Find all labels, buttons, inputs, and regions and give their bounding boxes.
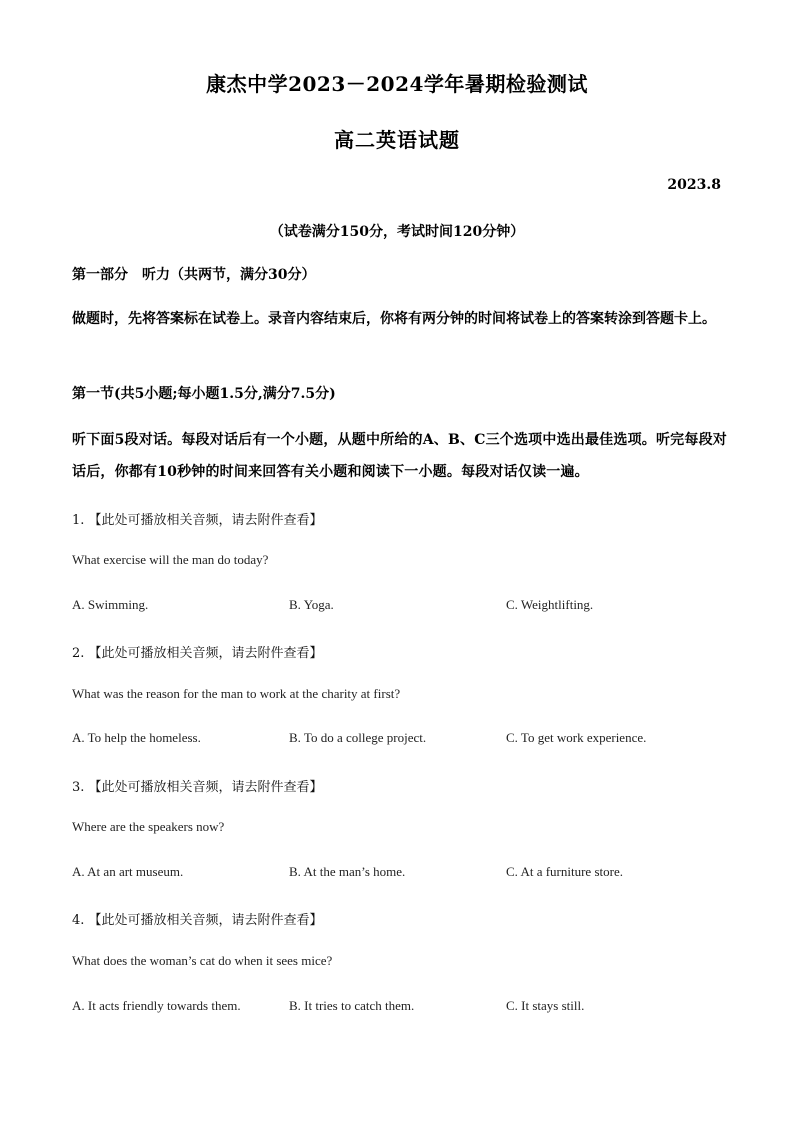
part1-instruction: 做题时，先将答案标在试卷上。录音内容结束后，你将有两分钟的时间将试卷上的答案转涂到答题卡上。 <box>72 311 716 327</box>
audio-placeholder[interactable]: 4. 【此处可播放相关音频，请去附件查看】 <box>72 913 323 928</box>
option-c: C. It stays still. <box>506 998 585 1013</box>
option-c: C. To get work experience. <box>506 730 647 745</box>
question-text: What exercise will the man do today? <box>72 552 269 567</box>
exam-subtitle: 高二英语试题 <box>334 128 460 152</box>
audio-placeholder[interactable]: 3. 【此处可播放相关音频，请去附件查看】 <box>72 780 323 795</box>
part1-heading: 第一部分 听力（共两节，满分30分） <box>72 267 316 283</box>
option-c: C. At a furniture store. <box>506 864 623 879</box>
exam-info: （试卷满分150分，考试时间120分钟） <box>269 224 525 240</box>
option-a: A. At an art museum. <box>72 864 184 879</box>
question-text: Where are the speakers now? <box>72 819 225 834</box>
option-a: A. To help the homeless. <box>72 730 201 745</box>
audio-placeholder[interactable]: 2. 【此处可播放相关音频，请去附件查看】 <box>72 646 323 661</box>
question-text: What does the woman’s cat do when it sees mice? <box>72 953 333 968</box>
section1-instruction: 听下面5段对话。每段对话后有一个小题，从题中所给的A、B、C三个选项中选出最佳选项。听完每段对话后，你都有10秒钟的时间来回答有关小题和阅读下一小题。每段对话仅读一遍。 <box>72 432 727 480</box>
section1-heading: 第一节(共5小题;每小题1.5分,满分7.5分) <box>72 386 336 402</box>
audio-placeholder[interactable]: 1. 【此处可播放相关音频，请去附件查看】 <box>72 513 323 528</box>
option-b: B. It tries to catch them. <box>289 998 415 1013</box>
option-a: A. It acts friendly towards them. <box>72 998 241 1013</box>
option-b: B. Yoga. <box>289 597 334 612</box>
exam-title: 康杰中学2023－2024学年暑期检验测试 <box>206 72 588 96</box>
exam-date: 2023.8 <box>667 177 721 193</box>
option-a: A. Swimming. <box>72 597 149 612</box>
option-b: B. At the man’s home. <box>289 864 406 879</box>
option-c: C. Weightlifting. <box>506 597 594 612</box>
question-text: What was the reason for the man to work at the charity at first? <box>72 686 401 701</box>
option-b: B. To do a college project. <box>289 730 427 745</box>
